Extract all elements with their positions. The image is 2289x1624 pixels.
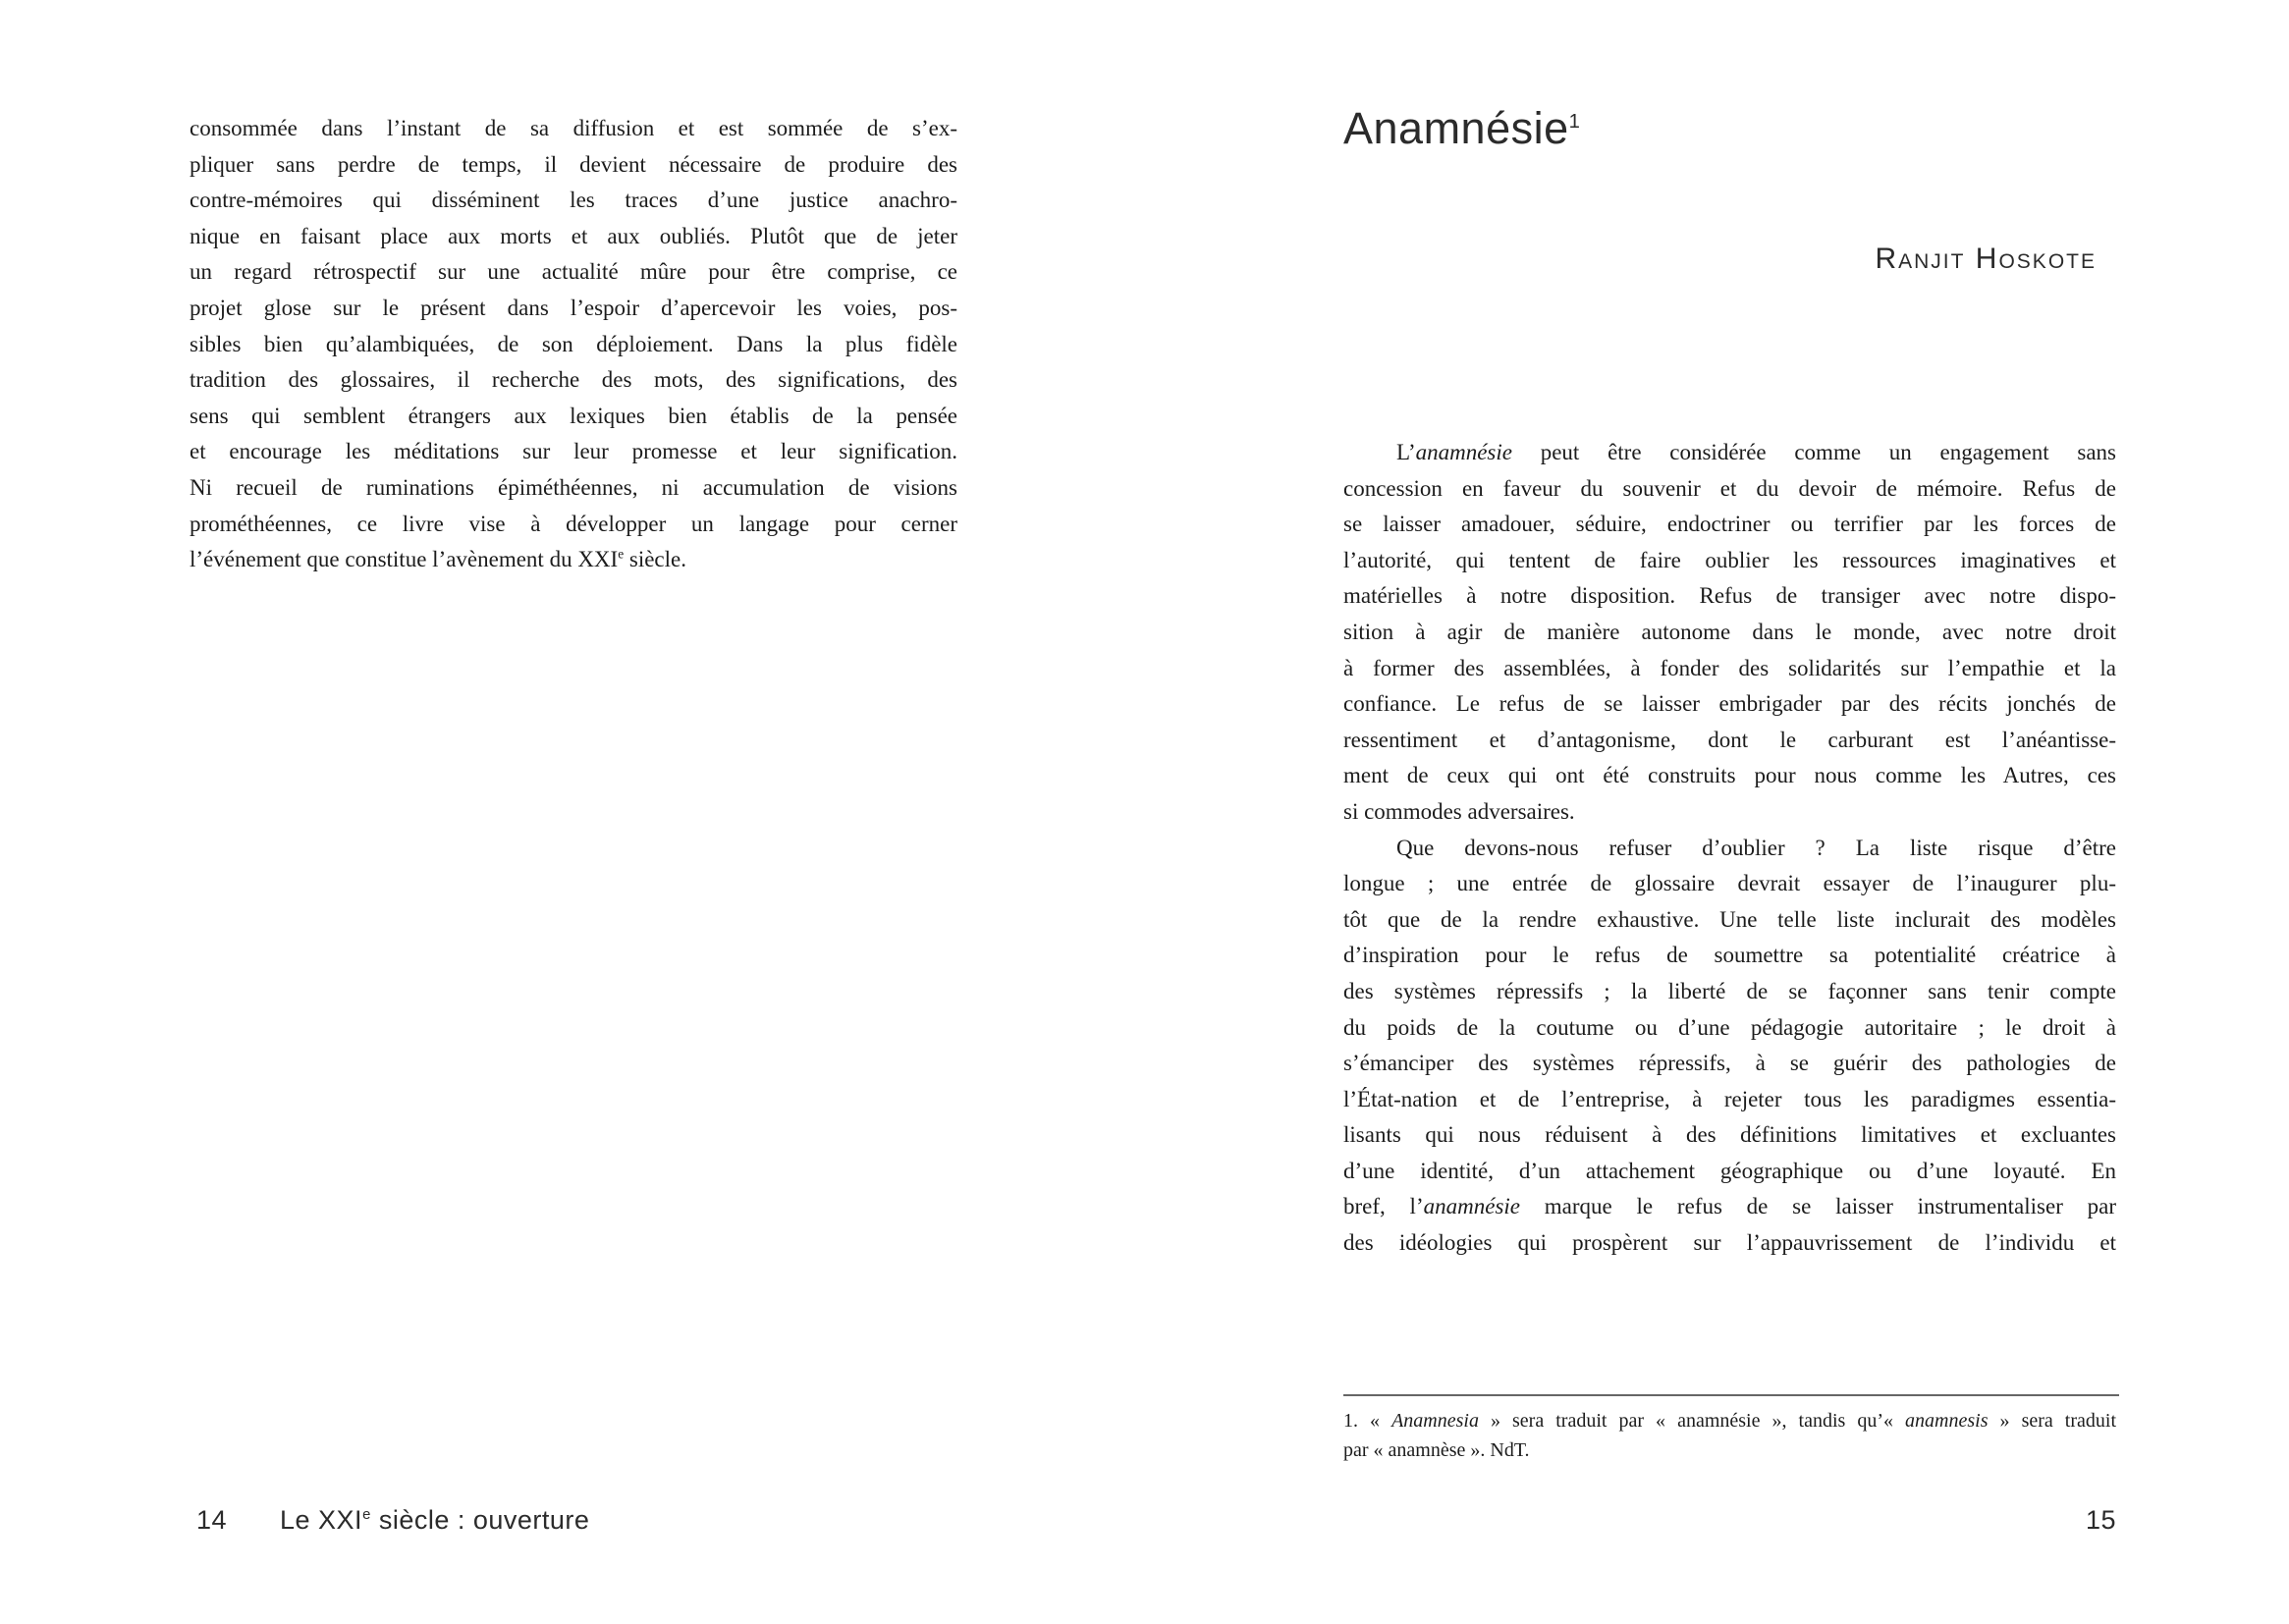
chapter-title [1343, 104, 1580, 153]
text-line: d’inspiration pour le refus de soumettre sa potentialité créatrice à [1343, 943, 2116, 968]
text-line: concession en faveur du souvenir et du devoir de mémoire. Refus de [1343, 475, 2116, 501]
text-line: par « anamnèse ». NdT. [1343, 1439, 1530, 1461]
text-line: tradition des glossaires, il recherche des mots, des significations, des [190, 367, 957, 393]
running-title-ordinal: e [362, 1507, 371, 1523]
text-line: ressentiment et d’antagonisme, dont le carburant est l’anéantisse- [1343, 727, 2116, 752]
text-line: L’anamnésie peut être considérée comme un engagement sans [1396, 440, 2116, 464]
footnote-divider [1343, 1394, 2119, 1396]
text-line: des idéologies qui prospèrent sur l’appauvrissement de l’individu et [1343, 1230, 2116, 1256]
text-line: se laisser amadouer, séduire, endoctriner ou terrifier par les forces de [1343, 512, 2116, 537]
text-line: si commodes adversaires. [1343, 798, 1575, 824]
text-line: l’événement que constitue l’avènement du XXIe siècle. [190, 546, 686, 572]
left-page [0, 0, 1144, 1624]
page-number-right: 15 [2085, 1505, 2116, 1535]
text-line: l’État-nation et de l’entreprise, à rejeter tous les paradigmes essentia- [1343, 1086, 2116, 1111]
running-title-suffix: siècle : ouverture [370, 1505, 590, 1535]
text-line: contre-mémoires qui disséminent les traces d’une justice anachro- [190, 188, 957, 213]
text-line: projet glose sur le présent dans l’espoir d’apercevoir les voies, pos- [190, 295, 957, 320]
text-line: des systèmes répressifs ; la liberté de se façonner sans tenir compte [1343, 978, 2116, 1003]
footnote [1343, 1406, 2116, 1465]
footnote-reference: 1 [1568, 111, 1581, 133]
text-line: Que devons-nous refuser d’oublier ? La liste risque d’être [1396, 835, 2116, 860]
text-line: tôt que de la rendre exhaustive. Une telle liste inclurait des modèles [1343, 906, 2116, 932]
text-line: 1. « Anamnesia » sera traduit par « anamnésie », tandis qu’« anamnesis » sera traduit [1343, 1410, 2116, 1432]
text-line: Ni recueil de ruminations épiméthéennes, ni accumulation de visions [190, 474, 957, 500]
running-title-prefix: Le XXI [280, 1505, 363, 1535]
text-line: et encourage les méditations sur leur promesse et leur signification. [190, 439, 957, 464]
left-body-paragraph [190, 111, 957, 578]
text-line: prométhéennes, ce livre vise à développer un langage pour cerner [190, 511, 957, 536]
page-number-left: 14 [196, 1505, 228, 1535]
text-line: pliquer sans perdre de temps, il devient nécessaire de produire des [190, 151, 957, 177]
text-line: sens qui semblent étrangers aux lexiques bien établis de la pensée [190, 403, 957, 428]
right-body-column [1343, 435, 2116, 1262]
text-line: sition à agir de manière autonome dans le monde, avec notre droit [1343, 619, 2116, 644]
text-line: à former des assemblées, à fonder des solidarités sur l’empathie et la [1343, 655, 2116, 680]
author-name: Ranjit Hoskote [1875, 243, 2097, 275]
text-line: s’émanciper des systèmes répressifs, à se guérir des pathologies de [1343, 1051, 2116, 1076]
text-line: ment de ceux qui ont été construits pour nous comme les Autres, ces [1343, 763, 2116, 788]
chapter-title-text: Anamnésie [1343, 103, 1569, 153]
text-line: du poids de la coutume ou d’une pédagogie autoritaire ; le droit à [1343, 1014, 2116, 1040]
text-line: un regard rétrospectif sur une actualité mûre pour être comprise, ce [190, 259, 957, 285]
running-title [280, 1505, 589, 1535]
text-line: confiance. Le refus de se laisser embrigader par des récits jonchés de [1343, 691, 2116, 717]
body-paragraph-1 [1343, 435, 2116, 831]
text-line: consommée dans l’instant de sa diffusion et est sommée de s’ex- [190, 116, 957, 140]
text-line: d’une identité, d’un attachement géographique ou d’une loyauté. En [1343, 1158, 2116, 1183]
text-line: l’autorité, qui tentent de faire oublier les ressources imaginatives et [1343, 547, 2116, 572]
text-line: matérielles à notre disposition. Refus de transiger avec notre dispo- [1343, 583, 2116, 609]
right-page [1144, 0, 2289, 1624]
text-line: sibles bien qu’alambiquées, de son déploiement. Dans la plus fidèle [190, 331, 957, 356]
text-line: lisants qui nous réduisent à des définitions limitatives et excluantes [1343, 1122, 2116, 1148]
body-paragraph-2 [1343, 831, 2116, 1262]
text-line: bref, l’anamnésie marque le refus de se laisser instrumentaliser par [1343, 1194, 2116, 1219]
text-line: nique en faisant place aux morts et aux oubliés. Plutôt que de jeter [190, 223, 957, 248]
text-line: longue ; une entrée de glossaire devrait essayer de l’inaugurer plu- [1343, 871, 2116, 896]
